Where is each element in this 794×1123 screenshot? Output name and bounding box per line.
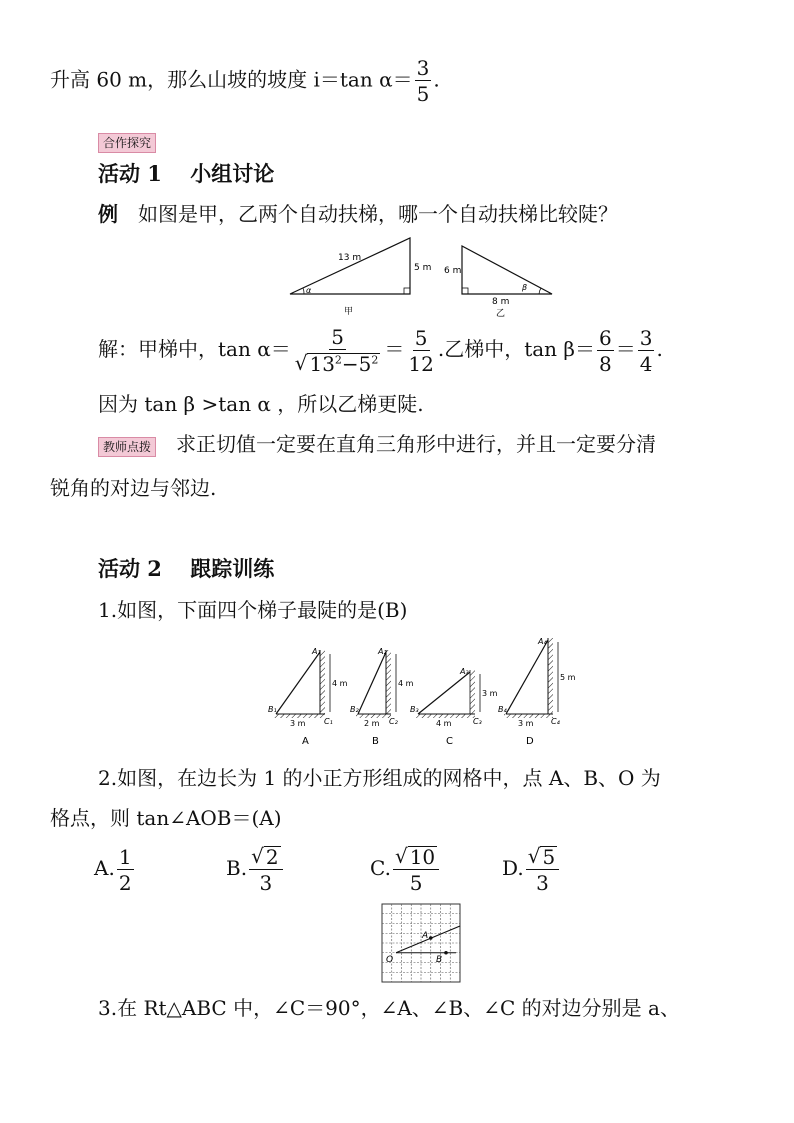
option-b-rad: 2: [265, 845, 279, 869]
tan-alpha-num: 5: [331, 325, 344, 349]
ladder-b-left: B₂: [350, 705, 359, 714]
ladder-b-top: A₂: [378, 647, 387, 656]
ladder-a-right: C₁: [324, 717, 333, 726]
option-b-num: √ 2: [249, 846, 282, 870]
solution-line: [98, 318, 663, 380]
option-d: [502, 838, 561, 898]
top-line-text: 升高 60 m，那么山坡的坡度 i＝tan α＝: [50, 67, 413, 92]
equals-2: ＝: [615, 337, 636, 361]
ladder-a-base: 3 m: [290, 719, 306, 728]
escalator-figure: [280, 236, 570, 320]
option-d-label: D.: [502, 856, 524, 880]
example-line: [98, 200, 618, 228]
option-a-num: 1: [118, 844, 132, 869]
example-label: 例: [98, 202, 118, 226]
question-2-line2: 格点，则 tan∠AOB＝(A): [50, 806, 282, 830]
option-d-fraction: [526, 846, 559, 893]
ladder-d-left: B₄: [498, 705, 507, 714]
triangle-jia: [290, 238, 431, 317]
option-b: [226, 838, 285, 898]
f3-den: 8: [598, 351, 612, 376]
option-c-rad: 10: [409, 845, 436, 869]
ladder-a-left: B₁: [268, 705, 277, 714]
example-text: 如图是甲，乙两个自动扶梯，哪一个自动扶梯比较陡？: [118, 202, 618, 226]
ladder-d-right: C₄: [551, 717, 560, 726]
because-line: 因为 tan β >tan α ，所以乙梯更陡.: [98, 392, 424, 416]
hezuo-tag-row: [98, 126, 156, 154]
ladder-d-height: 5 m: [560, 673, 576, 682]
option-b-den: 3: [259, 871, 273, 895]
option-d-num: √ 5: [526, 846, 559, 870]
option-c-fraction: [393, 846, 439, 893]
activity1-title: 活动 1 小组讨论: [98, 161, 275, 186]
ladder-c: [410, 667, 498, 747]
option-a-label: A.: [94, 856, 115, 880]
ladder-b-base: 2 m: [364, 719, 380, 728]
option-b-fraction: [249, 846, 282, 893]
ladder-c-base: 4 m: [436, 719, 452, 728]
top-line: [50, 58, 440, 114]
option-c-den: 5: [409, 871, 423, 895]
jia-hyp-label: 13 m: [338, 253, 362, 263]
f2-den: 12: [408, 351, 434, 376]
jia-angle-label: α: [306, 286, 312, 295]
option-b-label: B.: [226, 856, 248, 880]
slope-denominator: 5: [416, 82, 430, 106]
f4-num: 3: [639, 325, 653, 350]
f3-num: 6: [598, 325, 612, 350]
ladder-c-top: A₃: [460, 667, 469, 676]
grid-b-label: B: [436, 955, 443, 965]
ladder-b-height: 4 m: [398, 679, 414, 688]
minus-5: −5: [341, 352, 372, 376]
hezuo-tag: 合作探究: [98, 133, 156, 153]
yi-leg-label: 6 m: [444, 266, 462, 276]
yi-angle-label: β: [522, 283, 528, 292]
ladder-d-caption: D: [526, 736, 534, 747]
option-d-den: 3: [536, 871, 549, 895]
ladder-a: [268, 647, 348, 747]
option-d-rad: 5: [542, 845, 556, 869]
activity2-title: 活动 2 跟踪训练: [98, 556, 275, 581]
f4-den: 4: [639, 351, 653, 376]
solution-mid: .乙梯中，tan β＝: [437, 337, 595, 361]
grid-a-label: A: [422, 931, 429, 941]
equals-1: ＝: [384, 337, 405, 361]
f2-num: 5: [414, 325, 428, 350]
ladder-d-top: A₄: [538, 637, 547, 646]
hyp-13: 13: [309, 352, 335, 376]
slope-fraction: [415, 58, 432, 104]
ladder-a-height: 4 m: [332, 679, 348, 688]
question-2-line1: 2.如图，在边长为 1 的小正方形组成的网格中，点 A、B、O 为: [98, 766, 661, 790]
ladder-c-right: C₃: [473, 717, 482, 726]
question-3: 3.在 Rt△ABC 中，∠C＝90°，∠A、∠B、∠C 的对边分别是 a、: [98, 996, 680, 1020]
grid-o-label: O: [386, 955, 394, 965]
ladder-d: [498, 637, 576, 747]
jia-caption: 甲: [344, 307, 354, 317]
option-a: [94, 838, 136, 898]
tan-alpha-fraction: [293, 327, 383, 374]
teacher-note-text1: 求正切值一定要在直角三角形中进行，并且一定要分清: [156, 432, 657, 456]
ladder-c-left: B₃: [410, 705, 419, 714]
option-c: [370, 838, 441, 898]
ladder-c-height: 3 m: [482, 689, 498, 698]
top-line-suffix: .: [433, 67, 440, 92]
six-eighths: [597, 325, 614, 376]
teacher-note-line1: [98, 430, 656, 458]
teacher-note-line2: 锐角的对边与邻边.: [50, 476, 217, 500]
option-c-num: √ 10: [393, 846, 439, 870]
solution-end: .: [656, 337, 663, 361]
ladder-b-caption: B: [372, 736, 379, 747]
ladder-b-right: C₂: [389, 717, 398, 726]
teacher-tag: 教师点拨: [98, 437, 156, 457]
ladder-d-base: 3 m: [518, 719, 534, 728]
tan-alpha-den: √ $13^2-5^2$: [294, 351, 379, 376]
five-twelfths: [406, 325, 435, 376]
solution-prefix: 解：甲梯中，tan α＝: [98, 337, 291, 361]
option-c-label: C.: [370, 856, 391, 880]
ladders-figure: [268, 634, 578, 752]
triangle-yi: [444, 246, 552, 319]
option-a-fraction: [117, 844, 134, 895]
ladder-b: [350, 647, 414, 747]
ladder-a-top: A₁: [312, 647, 321, 656]
ladder-c-caption: C: [446, 736, 453, 747]
yi-caption: 乙: [496, 309, 506, 319]
ladder-a-caption: A: [302, 736, 309, 747]
grid-figure: [378, 900, 464, 986]
three-quarters: [638, 325, 655, 376]
question-1: 1.如图，下面四个梯子最陡的是(B): [98, 598, 408, 622]
option-a-den: 2: [118, 870, 132, 895]
yi-base-label: 8 m: [492, 297, 510, 307]
slope-numerator: 3: [416, 56, 430, 80]
jia-leg-label: 5 m: [414, 263, 432, 273]
